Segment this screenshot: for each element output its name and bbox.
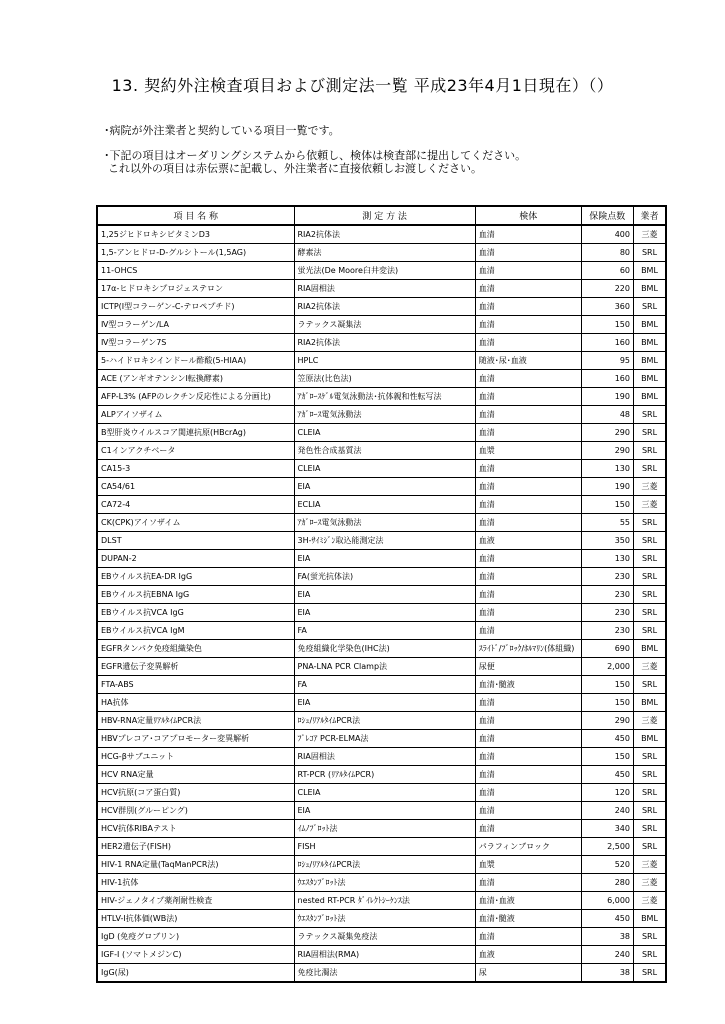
method-cell: ｲﾑﾉﾌﾞﾛｯﾄ法 <box>294 820 475 838</box>
points-cell: 60 <box>581 262 633 280</box>
points-cell: 48 <box>581 406 633 424</box>
points-cell: 190 <box>581 478 633 496</box>
specimen-cell: 血清 <box>475 370 581 388</box>
item-name-cell: FTA-ABS <box>97 676 294 694</box>
method-cell: ｱｶﾞﾛｰｽ電気泳動法 <box>294 514 475 532</box>
table-row <box>97 892 666 910</box>
table-row <box>97 766 666 784</box>
method-cell: EIA <box>294 478 475 496</box>
specimen-cell: 血清 <box>475 244 581 262</box>
vendor-cell: 三菱 <box>634 225 667 244</box>
points-cell: 350 <box>581 532 633 550</box>
specimen-cell: 血清 <box>475 406 581 424</box>
points-cell: 230 <box>581 604 633 622</box>
vendor-cell: SRL <box>634 442 667 460</box>
specimen-cell: 血清 <box>475 225 581 244</box>
points-cell: 450 <box>581 730 633 748</box>
vendor-cell: SRL <box>634 676 667 694</box>
specimen-cell: 血清 <box>475 928 581 946</box>
points-cell: 150 <box>581 676 633 694</box>
vendor-cell: 三菱 <box>634 856 667 874</box>
note-red-slip: これ以外の項目は赤伝票に記載し、外注業者に直接依頼しお渡しください。 <box>108 162 482 175</box>
points-cell: 38 <box>581 964 633 983</box>
item-name-cell: HCG-βサブユニット <box>97 748 294 766</box>
table-row <box>97 225 666 244</box>
item-name-cell: HA抗体 <box>97 694 294 712</box>
vendor-cell: BML <box>634 334 667 352</box>
method-cell: 免疫組織化学染色(IHC法) <box>294 640 475 658</box>
vendor-cell: BML <box>634 370 667 388</box>
test-items-table <box>96 205 667 983</box>
vendor-cell: BML <box>634 640 667 658</box>
method-cell: FISH <box>294 838 475 856</box>
note-contract: ･病院が外注業者と契約している項目一覧です。 <box>104 124 340 137</box>
method-cell: ｱｶﾞﾛｰｽ電気泳動法 <box>294 406 475 424</box>
table-row <box>97 964 666 983</box>
item-name-cell: HIV-1 RNA定量(TaqManPCR法) <box>97 856 294 874</box>
specimen-cell: 血清 <box>475 748 581 766</box>
item-name-cell: CA15-3 <box>97 460 294 478</box>
specimen-cell: 血液 <box>475 946 581 964</box>
item-name-cell: CK(CPK)アイソザイム <box>97 514 294 532</box>
table-row <box>97 874 666 892</box>
method-cell: ﾛｼｭ/ﾘｱﾙﾀｲﾑPCR法 <box>294 856 475 874</box>
item-name-cell: 5-ハイドロキシインドール酢酸(5-HIAA) <box>97 352 294 370</box>
table-row <box>97 244 666 262</box>
vendor-cell: SRL <box>634 622 667 640</box>
method-cell: 3H-ｻｲﾐｼﾞﾝ取込能測定法 <box>294 532 475 550</box>
vendor-cell: SRL <box>634 802 667 820</box>
table-row <box>97 496 666 514</box>
item-name-cell: HTLV-Ⅰ抗体価(WB法) <box>97 910 294 928</box>
table-row <box>97 442 666 460</box>
item-name-cell: CA54/61 <box>97 478 294 496</box>
vendor-cell: SRL <box>634 568 667 586</box>
points-cell: 55 <box>581 514 633 532</box>
method-cell: EIA <box>294 550 475 568</box>
specimen-cell: 血漿 <box>475 442 581 460</box>
vendor-cell: BML <box>634 280 667 298</box>
method-cell: RIA2抗体法 <box>294 225 475 244</box>
points-cell: 220 <box>581 280 633 298</box>
specimen-cell: 尿 <box>475 964 581 983</box>
points-cell: 95 <box>581 352 633 370</box>
item-name-cell: Ⅳ型コラーゲン/LA <box>97 316 294 334</box>
item-name-cell: HIV-ジェノタイプ薬剤耐性検査 <box>97 892 294 910</box>
vendor-cell: 三菱 <box>634 892 667 910</box>
points-cell: 290 <box>581 712 633 730</box>
item-name-cell: DUPAN-2 <box>97 550 294 568</box>
item-name-cell: HIV-1抗体 <box>97 874 294 892</box>
points-cell: 190 <box>581 388 633 406</box>
table-row <box>97 838 666 856</box>
points-cell: 450 <box>581 910 633 928</box>
method-cell: EIA <box>294 802 475 820</box>
table-row <box>97 658 666 676</box>
table-row <box>97 910 666 928</box>
method-cell: FA(蛍光抗体法) <box>294 568 475 586</box>
item-name-cell: HBV-RNA定量ﾘｱﾙﾀｲﾑPCR法 <box>97 712 294 730</box>
specimen-cell: 血清 <box>475 478 581 496</box>
vendor-cell: SRL <box>634 406 667 424</box>
method-cell: RIA固相法 <box>294 280 475 298</box>
method-cell: EIA <box>294 694 475 712</box>
method-cell: FA <box>294 676 475 694</box>
specimen-cell: 血清 <box>475 766 581 784</box>
header-vendor: 業者 <box>634 206 667 225</box>
specimen-cell: 血漿 <box>475 856 581 874</box>
specimen-cell: ｽﾗｲﾄﾞ/ﾌﾞﾛｯｸ/ﾎﾙﾏﾘﾝ(体組織) <box>475 640 581 658</box>
item-name-cell: IgD (免疫グロブリン) <box>97 928 294 946</box>
method-cell: ECLIA <box>294 496 475 514</box>
method-cell: RIA2抗体法 <box>294 298 475 316</box>
method-cell: ﾛｼｭ/ﾘｱﾙﾀｲﾑPCR法 <box>294 712 475 730</box>
specimen-cell: 血清 <box>475 424 581 442</box>
method-cell: ﾌﾟﾚｺｱ PCR-ELMA法 <box>294 730 475 748</box>
specimen-cell: 血清 <box>475 460 581 478</box>
points-cell: 360 <box>581 298 633 316</box>
method-cell: CLEIA <box>294 460 475 478</box>
points-cell: 230 <box>581 568 633 586</box>
vendor-cell: SRL <box>634 946 667 964</box>
header-specimen: 検体 <box>475 206 581 225</box>
table-row <box>97 550 666 568</box>
points-cell: 230 <box>581 586 633 604</box>
points-cell: 150 <box>581 496 633 514</box>
table-row <box>97 532 666 550</box>
specimen-cell: 血清 <box>475 622 581 640</box>
item-name-cell: EBウイルス抗VCA IgM <box>97 622 294 640</box>
specimen-cell: 血清 <box>475 496 581 514</box>
item-name-cell: C1インアクチベータ <box>97 442 294 460</box>
specimen-cell: パラフィンブロック <box>475 838 581 856</box>
vendor-cell: SRL <box>634 586 667 604</box>
specimen-cell: 血液 <box>475 532 581 550</box>
table-row <box>97 514 666 532</box>
points-cell: 400 <box>581 225 633 244</box>
method-cell: PNA-LNA PCR Clamp法 <box>294 658 475 676</box>
specimen-cell: 血清 <box>475 730 581 748</box>
specimen-cell: 随液･尿･血液 <box>475 352 581 370</box>
table-row <box>97 604 666 622</box>
method-cell: EIA <box>294 604 475 622</box>
specimen-cell: 尿便 <box>475 658 581 676</box>
method-cell: 笠原法(比色法) <box>294 370 475 388</box>
vendor-cell: SRL <box>634 766 667 784</box>
points-cell: 230 <box>581 622 633 640</box>
specimen-cell: 血清 <box>475 802 581 820</box>
vendor-cell: BML <box>634 694 667 712</box>
specimen-cell: 血清 <box>475 298 581 316</box>
specimen-cell: 血清･髄液 <box>475 910 581 928</box>
method-cell: CLEIA <box>294 784 475 802</box>
points-cell: 120 <box>581 784 633 802</box>
method-cell: nested RT-PCR ﾀﾞｲﾚｸﾄｼｰｹﾝｽ法 <box>294 892 475 910</box>
method-cell: RIA固相法 <box>294 748 475 766</box>
table-row <box>97 352 666 370</box>
method-cell: RIA固相法(RMA) <box>294 946 475 964</box>
note-ordering: ･下記の項目はオーダリングシステムから依頼し、検体は検査部に提出してください。 <box>104 149 527 162</box>
specimen-cell: 血清 <box>475 604 581 622</box>
points-cell: 450 <box>581 766 633 784</box>
table-row <box>97 622 666 640</box>
item-name-cell: AFP-L3% (AFPのレクチン反応性による分画比) <box>97 388 294 406</box>
vendor-cell: SRL <box>634 244 667 262</box>
header-insurance-points: 保険点数 <box>581 206 633 225</box>
points-cell: 290 <box>581 424 633 442</box>
points-cell: 150 <box>581 748 633 766</box>
method-cell: RIA2抗体法 <box>294 334 475 352</box>
item-name-cell: HCV RNA定量 <box>97 766 294 784</box>
table-row <box>97 730 666 748</box>
method-cell: EIA <box>294 586 475 604</box>
specimen-cell: 血清 <box>475 874 581 892</box>
item-name-cell: ⅠCTP(Ⅰ型コラーゲン-C-テロペプチド) <box>97 298 294 316</box>
specimen-cell: 血清 <box>475 262 581 280</box>
vendor-cell: BML <box>634 262 667 280</box>
item-name-cell: DLST <box>97 532 294 550</box>
item-name-cell: ALPアイソザイム <box>97 406 294 424</box>
method-cell: 発色性合成基質法 <box>294 442 475 460</box>
table-row <box>97 946 666 964</box>
method-cell: CLEIA <box>294 424 475 442</box>
vendor-cell: BML <box>634 388 667 406</box>
table-row <box>97 676 666 694</box>
table-row <box>97 478 666 496</box>
points-cell: 160 <box>581 334 633 352</box>
vendor-cell: BML <box>634 910 667 928</box>
table-row <box>97 424 666 442</box>
page-title: 13. 契約外注検査項目および測定法一覧 平成23年4月1日現在）（） <box>111 76 614 95</box>
item-name-cell: 1,25ジヒドロキシビタミンD3 <box>97 225 294 244</box>
table-row <box>97 262 666 280</box>
item-name-cell: 17α-ヒドロキシプロジェステロン <box>97 280 294 298</box>
table-row <box>97 334 666 352</box>
vendor-cell: 三菱 <box>634 712 667 730</box>
method-cell: 蛍光法(De Moore臼井変法) <box>294 262 475 280</box>
item-name-cell: 1,5-アンヒドロ-D-グルシトール(1,5AG) <box>97 244 294 262</box>
specimen-cell: 血清 <box>475 334 581 352</box>
item-name-cell: HCV抗原(コア蛋白質) <box>97 784 294 802</box>
method-cell: ラテックス凝集法 <box>294 316 475 334</box>
table-row <box>97 298 666 316</box>
points-cell: 690 <box>581 640 633 658</box>
table-row <box>97 640 666 658</box>
specimen-cell: 血清 <box>475 388 581 406</box>
vendor-cell: BML <box>634 316 667 334</box>
vendor-cell: SRL <box>634 820 667 838</box>
points-cell: 290 <box>581 442 633 460</box>
table-row <box>97 712 666 730</box>
item-name-cell: EBウイルス抗VCA IgG <box>97 604 294 622</box>
points-cell: 130 <box>581 550 633 568</box>
points-cell: 520 <box>581 856 633 874</box>
vendor-cell: SRL <box>634 838 667 856</box>
table-row <box>97 694 666 712</box>
item-name-cell: ACE (アンギオテンシンⅠ転換酵素) <box>97 370 294 388</box>
points-cell: 6,000 <box>581 892 633 910</box>
table-row <box>97 748 666 766</box>
item-name-cell: EBウイルス抗EBNA IgG <box>97 586 294 604</box>
vendor-cell: SRL <box>634 298 667 316</box>
item-name-cell: Ⅳ型コラーゲン7S <box>97 334 294 352</box>
method-cell: ｱｶﾞﾛｰｽｹﾞﾙ電気泳動法･抗体親和性転写法 <box>294 388 475 406</box>
vendor-cell: SRL <box>634 748 667 766</box>
method-cell: 免疫比濁法 <box>294 964 475 983</box>
points-cell: 340 <box>581 820 633 838</box>
item-name-cell: HER2遺伝子(FISH) <box>97 838 294 856</box>
method-cell: ｳｴｽﾀﾝﾌﾞﾛｯﾄ法 <box>294 910 475 928</box>
header-method: 測 定 方 法 <box>294 206 475 225</box>
item-name-cell: B型肝炎ウイルスコア関連抗原(HBcrAg) <box>97 424 294 442</box>
table-row <box>97 928 666 946</box>
specimen-cell: 血清 <box>475 550 581 568</box>
method-cell: ｳｴｽﾀﾝﾌﾞﾛｯﾄ法 <box>294 874 475 892</box>
points-cell: 80 <box>581 244 633 262</box>
vendor-cell: BML <box>634 352 667 370</box>
specimen-cell: 血清 <box>475 784 581 802</box>
vendor-cell: SRL <box>634 424 667 442</box>
table-row <box>97 316 666 334</box>
item-name-cell: EBウイルス抗EA-DR IgG <box>97 568 294 586</box>
table-row <box>97 784 666 802</box>
table-row <box>97 802 666 820</box>
points-cell: 130 <box>581 460 633 478</box>
item-name-cell: IgG(尿) <box>97 964 294 983</box>
specimen-cell: 血清 <box>475 586 581 604</box>
table-row <box>97 388 666 406</box>
table-header-row <box>97 206 666 225</box>
vendor-cell: 三菱 <box>634 496 667 514</box>
points-cell: 240 <box>581 946 633 964</box>
vendor-cell: SRL <box>634 604 667 622</box>
vendor-cell: SRL <box>634 532 667 550</box>
method-cell: RT-PCR (ﾘｱﾙﾀｲﾑPCR) <box>294 766 475 784</box>
specimen-cell: 血清 <box>475 514 581 532</box>
item-name-cell: HBVプレコア･コアプロモーター変異解析 <box>97 730 294 748</box>
points-cell: 2,000 <box>581 658 633 676</box>
item-name-cell: EGFR遺伝子変異解析 <box>97 658 294 676</box>
item-name-cell: HCV群別(グルーピング) <box>97 802 294 820</box>
points-cell: 160 <box>581 370 633 388</box>
vendor-cell: 三菱 <box>634 658 667 676</box>
vendor-cell: SRL <box>634 550 667 568</box>
item-name-cell: EGFRタンパク免疫組織染色 <box>97 640 294 658</box>
item-name-cell: CA72-4 <box>97 496 294 514</box>
table-row <box>97 370 666 388</box>
points-cell: 240 <box>581 802 633 820</box>
item-name-cell: IGF-Ⅰ (ソマトメジンC) <box>97 946 294 964</box>
points-cell: 38 <box>581 928 633 946</box>
method-cell: ラテックス凝集免疫法 <box>294 928 475 946</box>
specimen-cell: 血清 <box>475 316 581 334</box>
table-row <box>97 568 666 586</box>
points-cell: 280 <box>581 874 633 892</box>
table-row <box>97 406 666 424</box>
vendor-cell: SRL <box>634 460 667 478</box>
specimen-cell: 血清 <box>475 280 581 298</box>
table-row <box>97 586 666 604</box>
table-row <box>97 856 666 874</box>
vendor-cell: 三菱 <box>634 478 667 496</box>
specimen-cell: 血清 <box>475 694 581 712</box>
vendor-cell: SRL <box>634 964 667 983</box>
specimen-cell: 血清･髄液 <box>475 676 581 694</box>
specimen-cell: 血清･血液 <box>475 892 581 910</box>
table-row <box>97 820 666 838</box>
table-row <box>97 280 666 298</box>
points-cell: 2,500 <box>581 838 633 856</box>
vendor-cell: 三菱 <box>634 874 667 892</box>
vendor-cell: SRL <box>634 928 667 946</box>
vendor-cell: SRL <box>634 514 667 532</box>
specimen-cell: 血清 <box>475 712 581 730</box>
method-cell: 酵素法 <box>294 244 475 262</box>
points-cell: 150 <box>581 694 633 712</box>
points-cell: 150 <box>581 316 633 334</box>
method-cell: FA <box>294 622 475 640</box>
vendor-cell: SRL <box>634 784 667 802</box>
item-name-cell: HCV抗体RIBAテスト <box>97 820 294 838</box>
specimen-cell: 血清 <box>475 568 581 586</box>
method-cell: HPLC <box>294 352 475 370</box>
header-item-name: 項 目 名 称 <box>97 206 294 225</box>
vendor-cell: BML <box>634 730 667 748</box>
table-row <box>97 460 666 478</box>
specimen-cell: 血清 <box>475 820 581 838</box>
item-name-cell: 11-OHCS <box>97 262 294 280</box>
